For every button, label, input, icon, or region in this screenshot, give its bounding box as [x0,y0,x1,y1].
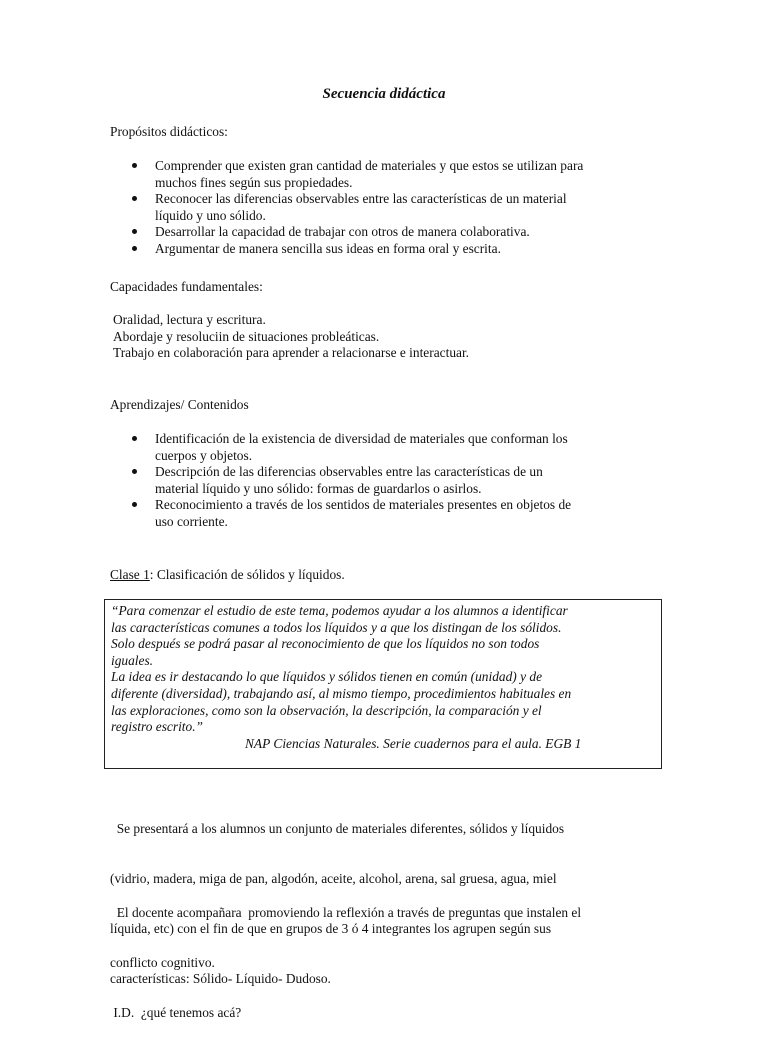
bullet-icon [132,246,137,251]
list-item: Abordaje y resoluciin de situaciones probleáticas. [113,328,380,344]
list-item: Descripción de las diferencias observables entre las características de un material líquido y uno sólido: formas de guardarlos o asirlos. [110,464,650,497]
quote-line: las exploraciones, como son la observación, la descripción, la comparación y el [111,702,542,718]
aprendizajes-list [110,431,650,531]
quote-line: iguales. [111,652,154,668]
list-item: Reconocimiento a través de los sentidos de materiales presentes en objetos de uso corriente. [110,497,650,530]
bullet-icon [132,229,137,234]
quote-line: las características comunes a todos los líquidos y a que los distingan de los sólidos. [111,619,562,635]
quote-line: registro escrito.” [111,719,204,735]
bullet-icon [132,502,137,507]
aprendizajes-heading: Aprendizajes/ Contenidos [110,397,249,412]
capacidades-heading: Capacidades fundamentales: [110,279,263,294]
quote-line: “Para comenzar el estudio de este tema, podemos ayudar a los alumnos a identificar [111,603,568,618]
propositos-list [110,158,650,258]
bullet-icon [132,196,137,201]
list-item: Reconocer las diferencias observables entre las características de un material líquido y uno sólido. [110,191,650,224]
paragraph-docente: El docente acompañara promoviendo la reflexión a través de preguntas que instalen el conflicto cognitivo. I.D. ¿qué tenemos acá? [110,905,582,1020]
clase-colon: : [149,567,154,582]
list-item: Oralidad, lectura y escritura. [113,312,266,327]
quote-line: La idea es ir destacando lo que líquidos y sólidos tienen en común (unidad) y de [111,669,543,685]
quote-line: Solo después se podrá pasar al reconocimiento de que los líquidos no son todos [111,636,540,652]
capacidades-list [113,312,469,362]
propositos-heading: Propósitos didácticos: [110,124,228,139]
bullet-icon [132,436,137,441]
list-item: Argumentar de manera sencilla sus ideas en forma oral y escrita. [110,241,650,258]
list-item: Identificación de la existencia de diversidad de materiales que conforman los cuerpos y objetos. [110,431,650,464]
paragraph-materiales: Se presentará a los alumnos un conjunto de materiales diferentes, sólidos y líquidos (vidrio, madera, miga de pan, algodón, aceite, alcohol, arena, sal gruesa, agua, miel líquida, etc) con el fin de que en grupos de 3 ó 4 integrantes los agrupen según sus características: Sólido- Líquido- Dudoso. [110,821,565,986]
list-item: Comprender que existen gran cantidad de materiales y que estos se utilizan para muchos fines según sus propiedades. [110,158,650,191]
quote-box [104,599,662,769]
quote-line: diferente (diversidad), trabajando así, al mismo tiempo, procedimientos habituales en [111,685,572,701]
document-title: Secuencia didáctica [322,86,446,102]
list-item: Trabajo en colaboración para aprender a relacionarse e interactuar. [113,345,470,361]
bullet-icon [132,163,137,168]
clase-heading [110,567,345,584]
list-item: Desarrollar la capacidad de trabajar con otros de manera colaborativa. [110,224,650,241]
quote-citation: NAP Ciencias Naturales. Serie cuadernos para el aula. EGB 1 [245,735,582,751]
clase-label: Clase 1 [110,567,150,582]
bullet-icon [132,469,137,474]
clase-text: Clasificación de sólidos y líquidos. [153,567,345,582]
